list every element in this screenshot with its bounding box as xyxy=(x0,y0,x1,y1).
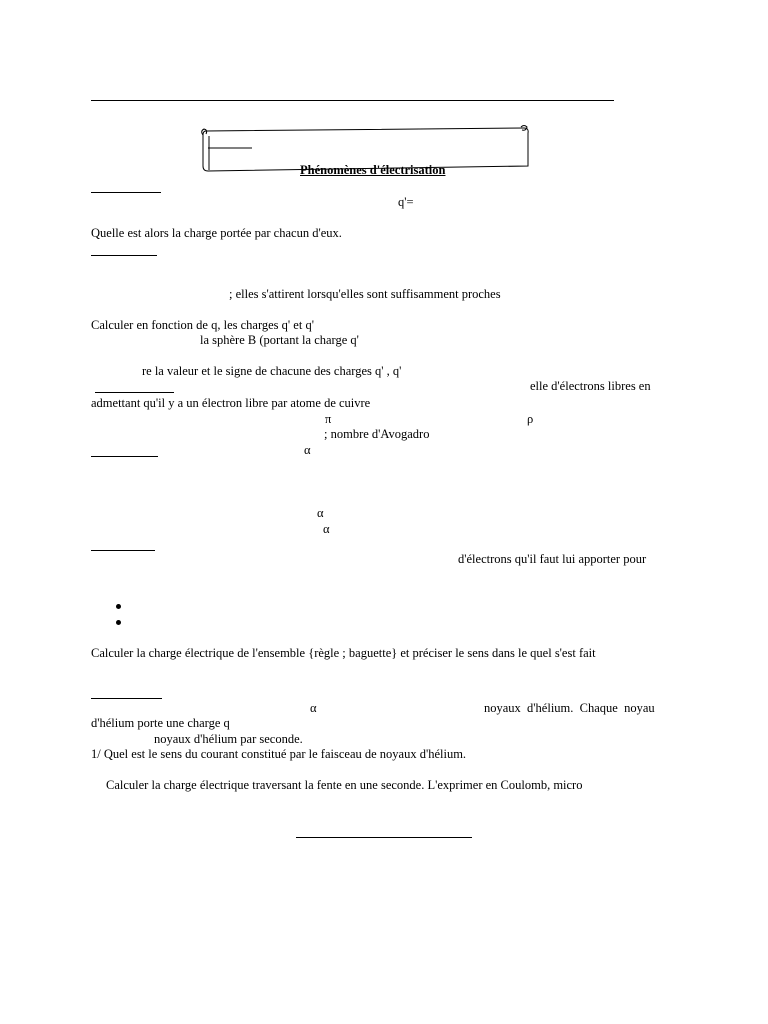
footer-rule xyxy=(296,837,472,838)
exercise-2-heading-underline xyxy=(91,255,157,256)
avogadro-label: ; nombre d'Avogadro xyxy=(324,427,430,441)
pi-symbol: π xyxy=(325,412,332,426)
exercise-6-line-3: noyaux d'hélium par seconde. xyxy=(154,732,303,746)
exercise-6-question-1: 1/ Quel est le sens du courant constitué par le faisceau de noyaux d'hélium. xyxy=(91,747,467,761)
exercise-6-line-2: d'hélium porte une charge q xyxy=(91,716,230,730)
exercise-2-line-3: la sphère B (portant la charge q' xyxy=(200,333,359,347)
exercise-6-question-2: Calculer la charge électrique traversant la fente en une seconde. L'exprimer en Coulomb, micro xyxy=(106,778,583,792)
exercise-5-line-2: Calculer la charge électrique de l'ensemble {règle ; baguette} et préciser le sens dans le quel s'est fait xyxy=(91,646,596,660)
exercise-2-line-4: re la valeur et le signe de chacune des charges q' , q' xyxy=(142,364,402,378)
bullet-2 xyxy=(116,620,121,625)
exercise-1-formula: q'= xyxy=(398,195,414,209)
exercise-3-line-2: admettant qu'il y a un électron libre par atome de cuivre xyxy=(91,396,371,410)
exercise-6-alpha: α xyxy=(310,701,317,715)
exercise-6-heading-underline xyxy=(91,698,162,699)
exercise-3-line-1: elle d'électrons libres en xyxy=(530,379,651,393)
rho-symbol: ρ xyxy=(527,412,534,426)
exercise-4-heading-underline xyxy=(91,456,158,457)
exercise-5-heading-underline xyxy=(91,550,155,551)
page-title: Phénomènes d'électrisation xyxy=(300,163,446,177)
exercise-5-line-1: d'électrons qu'il faut lui apporter pour xyxy=(458,552,647,566)
alpha-symbol-1: α xyxy=(304,443,311,457)
bullet-1 xyxy=(116,604,121,609)
exercise-3-heading-underline xyxy=(95,392,174,393)
exercise-1-heading-underline xyxy=(91,192,161,193)
exercise-1-question: Quelle est alors la charge portée par chacun d'eux. xyxy=(91,226,342,240)
alpha-symbol-3: α xyxy=(323,522,330,536)
alpha-symbol-2: α xyxy=(317,506,324,520)
exercise-6-noyaux: noyaux d'hélium. Chaque noyau xyxy=(484,701,655,715)
exercise-2-line-2: Calculer en fonction de q, les charges q' et q' xyxy=(91,318,314,332)
exercise-2-line-1: ; elles s'attirent lorsqu'elles sont suffisamment proches xyxy=(229,287,501,301)
